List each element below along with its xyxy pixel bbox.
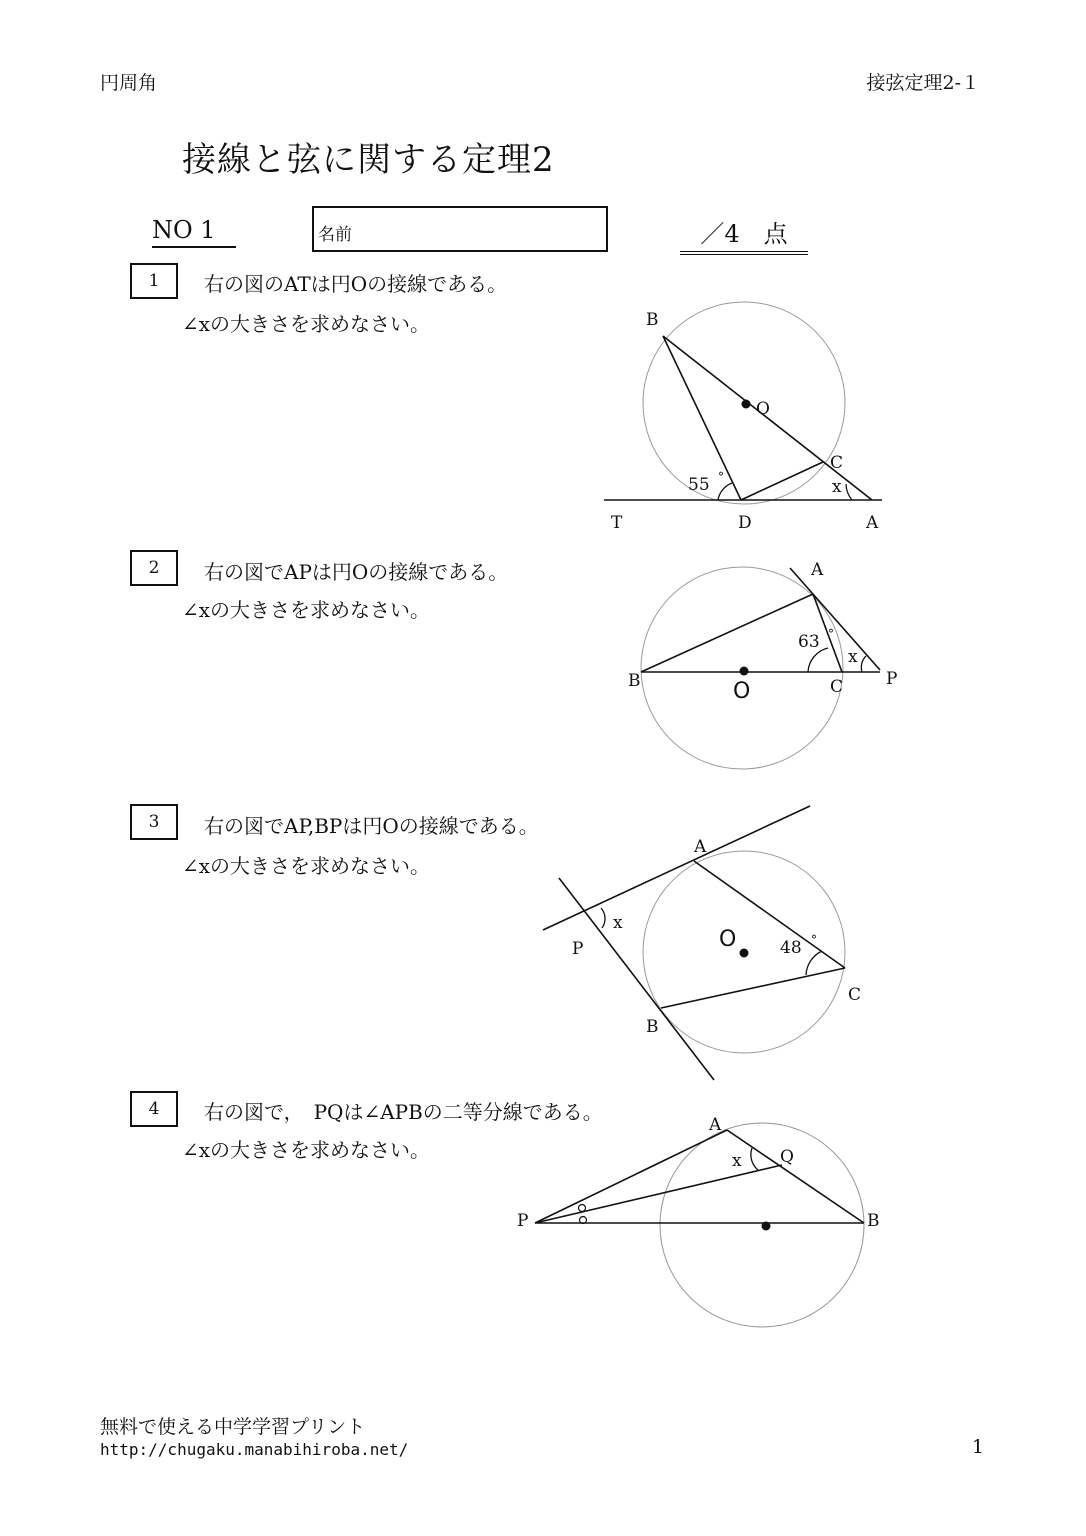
figure-2 xyxy=(628,560,897,769)
figure-4-line-ab xyxy=(727,1130,864,1223)
figure-1-label-a: A xyxy=(866,513,879,533)
figure-2-label-b: B xyxy=(628,671,641,691)
figure-3-label-x: x xyxy=(613,913,623,933)
figure-1-angle-value: 55 xyxy=(688,475,710,495)
figure-3 xyxy=(543,806,861,1080)
page-number: 1 xyxy=(971,1436,984,1458)
figure-3-line-bc xyxy=(661,968,845,1008)
figure-2-label-o: O xyxy=(733,679,751,704)
question-3-instruction: ∠xの大きさを求めなさい。 xyxy=(182,854,431,878)
question-4-text: 右の図で， PQは∠APBの二等分線である。 xyxy=(204,1100,603,1124)
figure-3-angle-arc xyxy=(806,951,822,975)
figure-3-label-a: A xyxy=(694,837,707,857)
question-3-number: 3 xyxy=(130,804,178,840)
figure-2-degree-mark: ° xyxy=(828,627,834,641)
footer-url[interactable]: http://chugaku.manabihiroba.net/ xyxy=(100,1440,409,1459)
figure-2-label-a: A xyxy=(811,560,824,580)
figure-4-label-a: A xyxy=(709,1115,722,1135)
figure-1-degree-mark: ° xyxy=(718,470,724,484)
question-4-number: 4 xyxy=(130,1091,178,1127)
question-3-text: 右の図でAP,BPは円Oの接線である。 xyxy=(204,814,539,838)
figure-1-x-arc xyxy=(846,484,852,500)
figure-4-label-q: Q xyxy=(780,1147,794,1167)
figure-2-angle-value: 63 xyxy=(798,632,820,652)
figure-3-tangent-ap xyxy=(543,806,810,930)
figure-4-label-p: P xyxy=(517,1211,529,1231)
figure-2-line-ba xyxy=(641,594,813,672)
figure-4-angle-mark-1 xyxy=(579,1205,586,1212)
figure-1-line-dc xyxy=(741,462,823,500)
figure-4-center-dot xyxy=(762,1222,771,1231)
figure-1-label-o: O xyxy=(756,399,770,419)
figure-4-x-arc xyxy=(751,1148,758,1170)
question-1-number: 1 xyxy=(130,263,178,299)
figure-3-label-b: B xyxy=(646,1017,659,1037)
score-field: ／4 点 xyxy=(680,214,808,255)
figure-3-tangent-bp xyxy=(559,878,714,1080)
figure-1-label-b: B xyxy=(646,310,659,330)
figure-4-label-b: B xyxy=(867,1211,880,1231)
question-4-instruction: ∠xの大きさを求めなさい。 xyxy=(182,1138,431,1162)
question-2-number: 2 xyxy=(130,550,178,586)
figure-3-label-p: P xyxy=(572,939,584,959)
figure-1-label-d: D xyxy=(738,513,752,533)
question-1-text: 右の図のATは円Oの接線である。 xyxy=(204,272,508,296)
figure-4-bisector-pq xyxy=(535,1165,782,1223)
figure-3-center-dot xyxy=(740,949,749,958)
figure-1-label-t: T xyxy=(611,513,623,533)
header-right: 接弦定理2-１ xyxy=(866,72,980,94)
question-2-instruction: ∠xの大きさを求めなさい。 xyxy=(182,598,431,622)
name-label: 名前 xyxy=(318,225,352,245)
figure-3-label-c: C xyxy=(848,985,862,1005)
figure-3-degree-mark: ° xyxy=(811,933,817,947)
question-2-text: 右の図でAPは円Oの接線である。 xyxy=(204,560,509,584)
figure-3-label-o: O xyxy=(719,927,737,952)
figure-3-angle-value: 48 xyxy=(780,938,802,958)
figure-1-center-dot xyxy=(742,400,751,409)
figure-2-label-p: P xyxy=(886,669,898,689)
figure-3-x-arc xyxy=(601,908,605,928)
question-1-instruction: ∠xの大きさを求めなさい。 xyxy=(182,312,431,336)
page-title: 接線と弦に関する定理2 xyxy=(182,140,555,180)
figure-2-label-c: C xyxy=(830,677,844,697)
figure-4-label-x: x xyxy=(732,1151,742,1171)
figure-1-label-c: C xyxy=(830,453,844,473)
header-left: 円周角 xyxy=(100,72,158,94)
figure-2-x-arc xyxy=(861,656,866,672)
figure-2-center-dot xyxy=(740,667,749,676)
figure-1-angle-arc xyxy=(718,483,732,500)
figure-4-line-pa xyxy=(535,1130,727,1223)
figure-1 xyxy=(604,302,882,533)
figure-4 xyxy=(517,1115,880,1327)
footer-site-name: 無料で使える中学学習プリント xyxy=(100,1416,366,1438)
figure-2-label-x: x xyxy=(848,647,858,667)
figure-3-line-ac xyxy=(694,861,845,968)
worksheet-number: NO 1 xyxy=(152,216,236,248)
figure-1-label-x: x xyxy=(832,477,842,497)
